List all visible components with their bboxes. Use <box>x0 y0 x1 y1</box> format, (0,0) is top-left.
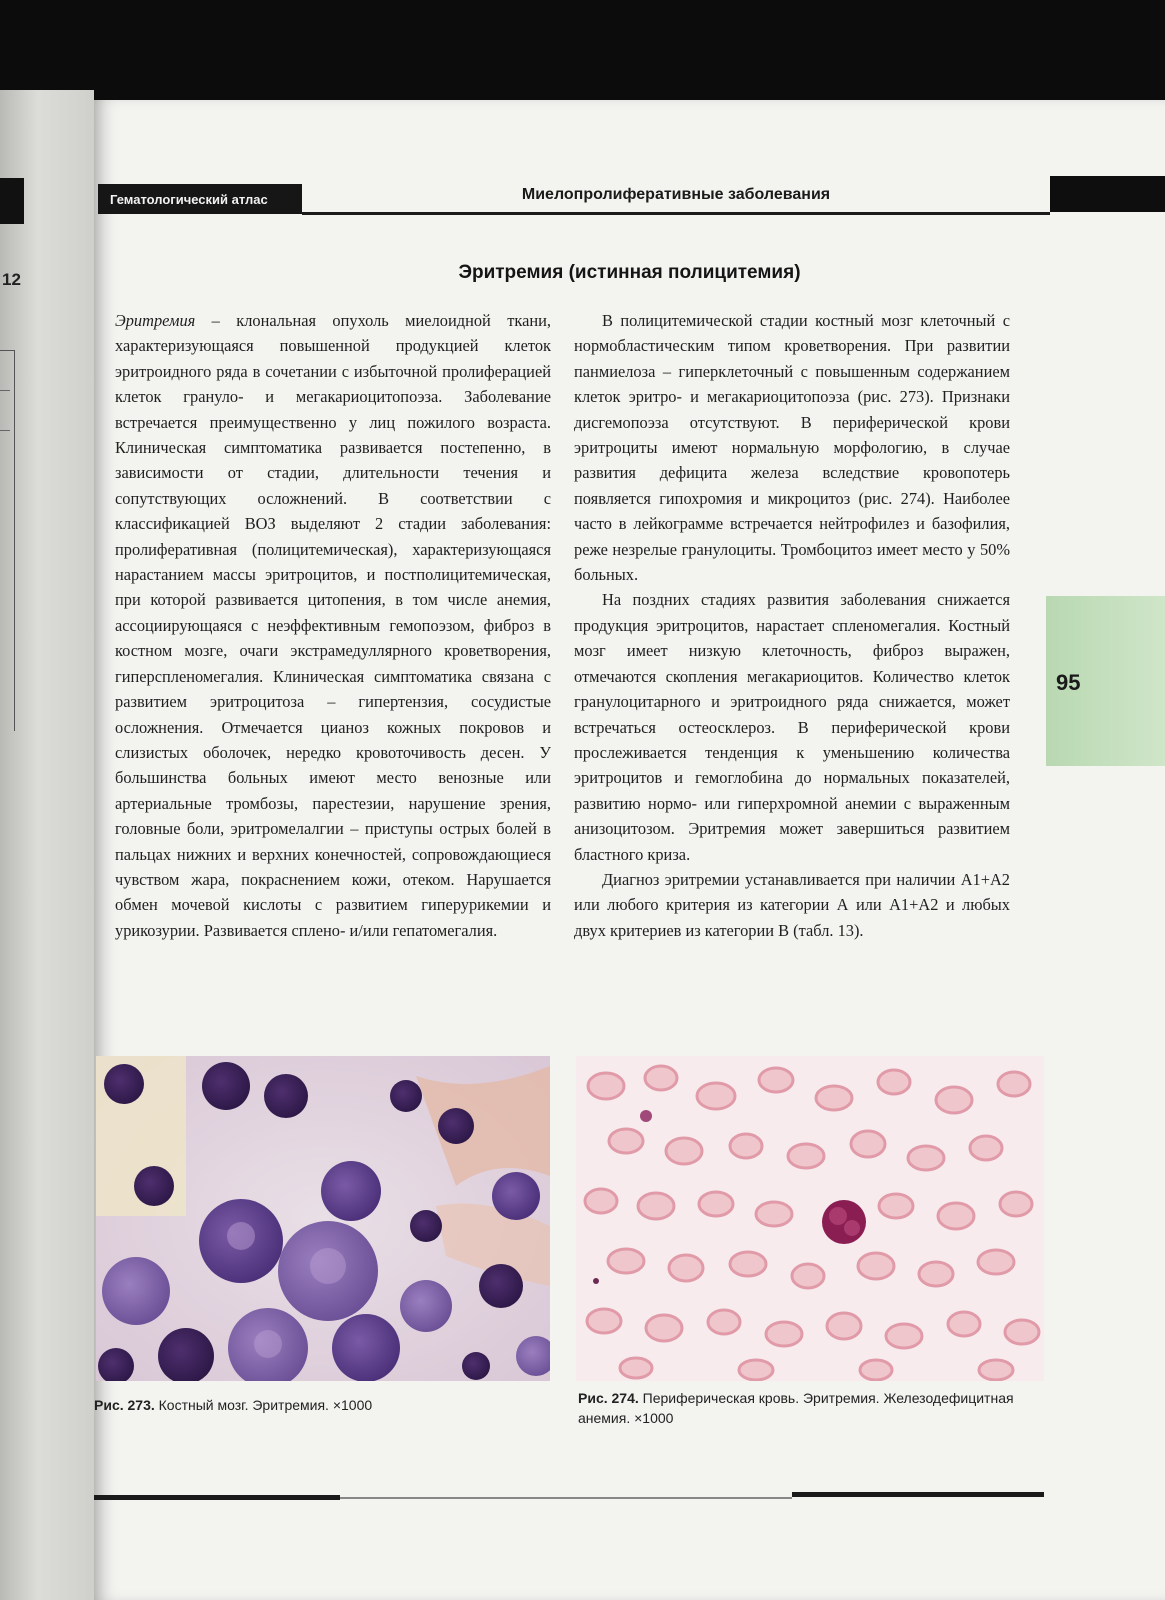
figure-274-peripheral-blood-image <box>576 1056 1044 1381</box>
previous-page-number: 12 <box>2 270 21 289</box>
previous-page-table-edge <box>0 350 15 731</box>
paragraph: На поздних стадиях развития заболевания снижается продукция эритроцитов, нарастает спленомегалия. Костный мозг имеет низкую клеточность, фиброз выражен, отмечаются скопления мегакариоцитов. Количество клеток гранулоцитарного и эритроидного ряда снижается, может встречаться остеосклероз. В периферической крови прослеживается тенденция к уменьшению количества эритроцитов и гемоглобина до нормальных показателей, развитию нормо- или гиперхромной анемии с выраженным анизоцитозом. Эритремия может завершиться развитием бластного криза. <box>574 590 1010 864</box>
text-column-right <box>574 308 1010 943</box>
figure-274-caption <box>578 1388 1048 1428</box>
figure-label: Рис. 273. <box>94 1397 155 1413</box>
figure-273-bone-marrow-image <box>96 1056 550 1381</box>
figure-273-caption <box>94 1395 544 1415</box>
caption-text: Периферическая кровь. Эритремия. Железодефицитная анемия. ×1000 <box>578 1390 1014 1426</box>
footer-rule-left <box>94 1495 340 1500</box>
previous-page-table-rule <box>0 390 10 391</box>
book-page <box>94 100 1165 1600</box>
running-header-atlas <box>98 184 302 214</box>
scan-dark-top <box>0 0 1165 100</box>
paragraph <box>115 308 551 943</box>
lead-term: Эритремия <box>115 311 196 330</box>
caption-text: Костный мозг. Эритремия. ×1000 <box>154 1397 373 1413</box>
previous-page-header-bar <box>0 178 24 224</box>
previous-page-edge <box>0 90 94 1600</box>
footer-rule-right <box>792 1492 1044 1497</box>
previous-page-table-rule <box>0 430 10 431</box>
paragraph: Диагноз эритремии устанавливается при наличии А1+А2 или любого критерия из категории А или А1+А2 и любых двух критериев из категории В (табл. 13). <box>574 869 1010 940</box>
paragraph: В полицитемической стадии костный мозг клеточный с нормобластическим типом кроветворения. При развитии панмиелоза – гиперклеточный с повышенным содержанием клеток эритро- и мегакариоцитопоэза (рис. 273). Признаки дисгемопоэза отсутствуют. В периферической крови эритроциты имеют нормальную морфологию, в случае развития дефицита железа вследствие кровопотерь появляется гипохромия и микроцитоз (рис. 274). Наиболее часто в лейкограмме встречается нейтрофилез и базофилия, реже незрелые гранулоциты. Тромбоцитоз имеет место у 50% больных. <box>574 311 1010 585</box>
header-rule <box>302 212 1050 215</box>
paragraph-text: – клональная опухоль миелоидной ткани, характеризующаяся повышенной продукцией клеток эритроидного ряда в сочетании с избыточной пролиферацией клеток грануло- и мегакариоцитопоэза. Заболевание встречается преимущественно у лиц пожилого возраста. Клиническая симптоматика развивается постепенно, в зависимости от стадии, длительности течения и сопутствующих осложнений. В соответствии с классификацией ВОЗ выделяют 2 стадии заболевания: пролиферативная (полицитемическая), характеризующаяся нарастанием массы эритроцитов, и постполицитемическая, при которой развивается цитопения, в том числе анемия, ассоциирующаяся с неэффективным гемопоэзом, фиброз в костном мозге, очаги экстрамедуллярного кроветворения, гиперспленомегалия. Клиническая симптоматика связана с развитием эритроцитоза – гипертензия, сосудистые осложнения. Отмечается цианоз кожных покровов и слизистых оболочек, нередко кровоточивость десен. У большинства больных имеют место венозные или артериальные тромбозы, парестезии, нарушение зрения, головные боли, эритромелалгии – приступы острых болей в пальцах нижних и верхних конечностей, сопровождающиеся чувством жара, покраснением кожи, отеком. Нарушается обмен мочевой кислоты с развитием гиперурикемии и урикозурии. Развивается спленo- и/или гепатомегалия. <box>115 311 551 940</box>
footer-rule-middle <box>340 1497 792 1499</box>
figure-label: Рис. 274. <box>578 1390 639 1406</box>
page-number: 95 <box>1056 670 1081 695</box>
article-title: Эритремия (истинная полицитемия) <box>458 262 801 283</box>
text-column-left <box>115 308 551 943</box>
header-corner-tab <box>1050 176 1165 212</box>
atlas-label: Гематологический атлас <box>110 191 268 207</box>
running-header-section: Миелопролиферативные заболевания <box>521 186 831 203</box>
